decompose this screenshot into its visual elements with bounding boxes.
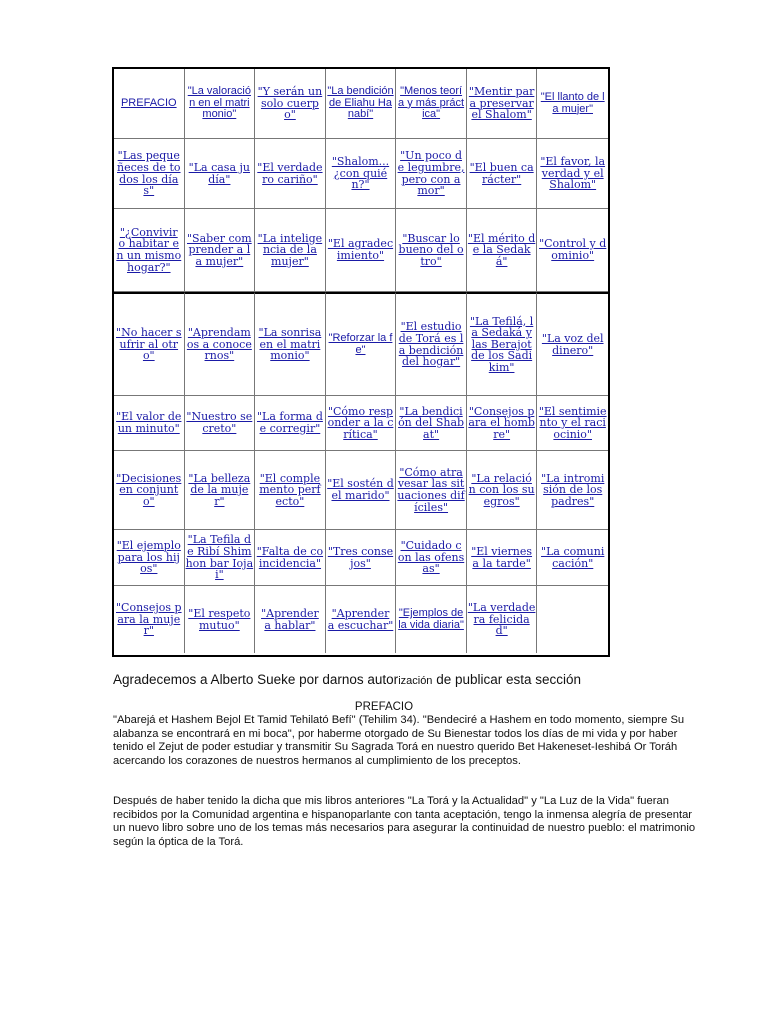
index-cell [467, 292, 538, 396]
index-cell [185, 396, 256, 451]
index-cell [114, 451, 185, 530]
index-cell [326, 209, 397, 292]
index-link[interactable]: "La bendición del Shabat" [398, 404, 465, 441]
index-cell [326, 586, 397, 653]
index-link[interactable]: "Y serán un solo cuerpo" [257, 85, 323, 122]
index-link[interactable]: "Ejemplos de la vida diaria" [398, 606, 464, 631]
index-cell [537, 209, 608, 292]
index-cell [467, 451, 538, 530]
index-link[interactable]: "El estudio de Torá es la bendición del hogar" [398, 320, 464, 369]
index-cell [255, 209, 326, 292]
index-cell [396, 292, 467, 396]
index-cell [255, 451, 326, 530]
index-cell-empty [537, 586, 608, 653]
index-link[interactable]: "La inteligencia de la mujer" [257, 231, 323, 268]
index-cell [396, 586, 467, 653]
index-cell [396, 69, 467, 139]
index-link[interactable]: "No hacer sufrir al otro" [116, 326, 182, 363]
index-cell [537, 396, 608, 451]
index-link[interactable]: "La sonrisa en el matrimonio" [258, 326, 322, 363]
index-link[interactable]: "Saber comprender a la mujer" [187, 231, 252, 268]
index-link[interactable]: "Las pequeñeces de todos los días" [117, 149, 181, 198]
index-cell [255, 586, 326, 653]
index-cell [185, 139, 256, 209]
index-cell [326, 396, 397, 451]
index-cell [467, 209, 538, 292]
index-cell [467, 530, 538, 586]
prefacio-paragraph-2: Después de haber tenido la dicha que mis libros anteriores "La Torá y la Actualidad" y "La Luz de la Vida" fueran recibidos por la Comunidad argentina e hispanoparlante con tanta aceptación, tengo la inmensa alegría de presentar un nuevo libro sobre uno de los temas más necesarios para asegurar la continuidad de nuestro pueblo: el matrimonio según la óptica de la Torá. [113, 795, 696, 848]
index-link[interactable]: PREFACIO [120, 96, 177, 109]
index-link[interactable]: "El sostén del marido" [327, 477, 394, 502]
index-cell [185, 209, 256, 292]
index-cell [114, 586, 185, 653]
index-cell [114, 139, 185, 209]
index-link[interactable]: "La comunicación" [541, 544, 605, 570]
index-table [112, 67, 610, 657]
index-cell [326, 69, 397, 139]
index-link[interactable]: "La voz del dinero" [541, 331, 604, 357]
index-cell [185, 451, 256, 530]
index-cell [396, 139, 467, 209]
index-link[interactable]: "Un poco de legumbre, pero con amor" [397, 149, 465, 198]
index-link[interactable]: "Cómo atravesar las situaciones difíciles" [397, 465, 465, 514]
index-cell [255, 139, 326, 209]
index-cell [114, 396, 185, 451]
index-link[interactable]: "Control y dominio" [539, 237, 607, 262]
acknowledgement [113, 672, 581, 687]
index-cell [185, 586, 256, 653]
index-cell [326, 139, 397, 209]
index-cell [185, 530, 256, 586]
index-link[interactable]: "La bendición de Eliahu Hanabí" [327, 85, 394, 121]
index-link[interactable]: "El mérito de la Sedaká" [467, 231, 536, 268]
index-cell [467, 139, 538, 209]
index-cell [396, 451, 467, 530]
acknowledgement-text-a: Agradecemos a Alberto Sueke por darnos autor [113, 672, 399, 687]
index-cell [467, 69, 538, 139]
index-cell [396, 396, 467, 451]
index-link[interactable]: "El sentimiento y el raciocinio" [538, 404, 607, 441]
index-cell [326, 451, 397, 530]
index-link[interactable]: "La forma de corregir" [256, 410, 323, 435]
index-cell [185, 69, 256, 139]
index-cell [255, 396, 326, 451]
index-link[interactable]: "La valoración en el matrimonio" [187, 85, 251, 121]
index-link[interactable]: "La casa judía" [188, 160, 251, 186]
index-link[interactable]: "La relación con los suegros" [468, 471, 535, 508]
index-link[interactable]: "El favor, la verdad y el Shalom" [540, 155, 606, 192]
index-cell [114, 292, 185, 396]
index-cell [537, 530, 608, 586]
index-link[interactable]: "Menos teoría y más práctica" [398, 85, 465, 121]
index-link[interactable]: "El buen carácter" [469, 160, 534, 186]
index-link[interactable]: "El viernes a la tarde" [471, 544, 533, 570]
index-cell [537, 292, 608, 396]
index-link[interactable]: "El ejemplo para los hijos" [116, 539, 181, 576]
index-cell [114, 69, 185, 139]
index-link[interactable]: "Aprender a escuchar" [327, 606, 394, 632]
index-link[interactable]: "Reforzar la fe" [328, 331, 393, 356]
index-link[interactable]: "Cómo responder a la crítica" [327, 404, 394, 441]
index-cell [255, 292, 326, 396]
index-cell [467, 586, 538, 653]
index-link[interactable]: "Mentir para preservar el Shalom" [468, 85, 535, 122]
prefacio-title: PREFACIO [354, 701, 414, 713]
index-link[interactable]: "La belleza de la mujer" [188, 471, 251, 508]
index-cell [326, 530, 397, 586]
index-cell [114, 209, 185, 292]
index-cell [537, 139, 608, 209]
index-link[interactable]: "El complemento perfecto" [259, 471, 321, 508]
index-link[interactable]: "Decisiones en conjunto" [116, 471, 182, 508]
index-cell [467, 396, 538, 451]
index-link[interactable]: "Consejos para la mujer" [116, 601, 182, 638]
index-link[interactable]: "El agradecimiento" [327, 237, 394, 262]
acknowledgement-text-b: ización [398, 675, 433, 687]
index-link[interactable]: "La intromisión de los padres" [541, 471, 605, 508]
index-link[interactable]: "Aprender a hablar" [261, 606, 319, 632]
index-link[interactable]: "La Tefilá, la Sedaká y las Berajot de los Sadikim" [469, 314, 534, 374]
index-link[interactable]: "Shalom... ¿con quién?" [331, 155, 390, 192]
index-cell [255, 69, 326, 139]
index-link[interactable]: "Consejos para el hombre" [468, 404, 535, 441]
index-link[interactable]: "El valor de un minuto" [116, 410, 182, 435]
index-link[interactable]: "Buscar lo bueno del otro" [398, 231, 464, 268]
index-cell [537, 69, 608, 139]
index-link[interactable]: "El verdadero cariño" [257, 160, 323, 186]
index-cell [114, 530, 185, 586]
index-cell [396, 209, 467, 292]
index-link[interactable]: "Aprendamos a conocernos" [186, 326, 252, 363]
acknowledgement-text-c: de publicar esta sección [432, 672, 582, 687]
index-link[interactable]: "El respeto mutuo" [188, 606, 251, 632]
index-link[interactable]: "La verdadera felicidad" [467, 601, 536, 638]
index-cell [255, 530, 326, 586]
index-link[interactable]: "Cuidado con las ofensas" [397, 539, 465, 576]
index-cell [396, 530, 467, 586]
index-link[interactable]: "Nuestro secreto" [186, 410, 253, 435]
index-cell [537, 451, 608, 530]
index-link[interactable]: "Tres consejos" [327, 544, 394, 570]
index-cell [326, 292, 397, 396]
index-cell [185, 292, 256, 396]
index-link[interactable]: "La Tefila de Ribí Shimhon bar Iojai" [185, 533, 254, 582]
index-link[interactable]: "El llanto de la mujer" [540, 90, 605, 115]
index-link[interactable]: "Falta de coincidencia" [256, 544, 324, 570]
index-link[interactable]: "¿Convivir o habitar en un mismo hogar?" [116, 225, 182, 274]
prefacio-paragraph-1: "Abarejá et Hashem Bejol Et Tamid Tehilató Befí" (Tehilim 34). "Bendeciré a Hashem en todo momento, siempre Su alabanza se encontrará en mi boca", por haberme otorgado de Su Bienestar todos los días de mi vida y por haber tenido el Zejut de poder estudiar y transmitir Su Sagrada Torá en nuestro querido Bet Hakeneset-Ieshibá Or Toráh acercando los corazones de nuestros hermanos al cumplimiento de los preceptos. [113, 714, 685, 767]
